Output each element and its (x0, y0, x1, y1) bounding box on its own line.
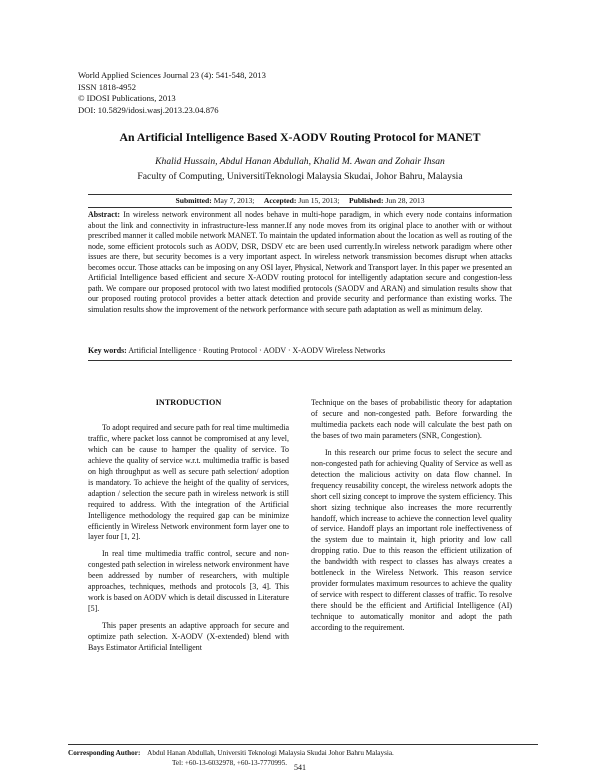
left-column (88, 398, 289, 660)
submitted-label: Submitted: (175, 196, 212, 205)
divider-top (88, 194, 512, 195)
right-column (311, 398, 512, 640)
left-paragraph-2: In real time multimedia traffic control, secure and non-congested path selection in wireless network environment have been addressed by number of researchers, with multiple approaches, techniques, methods and protocols [3, 4]. This work is based on AODV which is detail discussed in Literature [5]. (88, 549, 289, 614)
accepted-label: Accepted: (263, 196, 297, 205)
keywords-text: Artificial Intelligence · Routing Protocol · AODV · X-AODV Wireless Networks (128, 346, 386, 355)
left-paragraph-1: To adopt required and secure path for real time multimedia traffic, where packet loss cannot be compromised at any level, which can be cause to hamper the quality of service. To achieve the quality of service w.r.t. multimedia traffic is based on high throughput as well as secure path selection/ adoption is mandatory. To achieve the height of the quality of services, adaption / selection the secure path in wireless network is still required to address. With the integration of the Artificial Intelligence methodology the required gap can be minimize efficiently in Wireless Network environment form layer one to layer four [1, 2]. (88, 422, 290, 542)
divider-footer (68, 744, 538, 745)
journal-meta (78, 70, 266, 116)
page-number: 541 (294, 763, 306, 772)
journal-copyright: © IDOSI Publications, 2013 (78, 93, 176, 103)
corresponding-label: Corresponding Author: (68, 749, 141, 757)
divider-dates (88, 207, 512, 208)
keywords (88, 346, 512, 357)
journal-issn: ISSN 1818-4952 (78, 81, 137, 92)
corresponding-line1: Abdul Hanan Abdullah, Universiti Teknologi Malaysia Skudai Johor Bahru Malaysia. (147, 749, 394, 757)
paper-title: An Artificial Intelligence Based X-AODV Routing Protocol for MANET (119, 130, 481, 144)
published-date: Jun 28, 2013 (385, 196, 425, 205)
published-label: Published: (348, 196, 384, 205)
accepted-date: Jun 15, 2013; (298, 196, 340, 205)
journal-doi: DOI: 10.5829/idosi.wasj.2013.23.04.876 (78, 104, 219, 115)
submitted-date: May 7, 2013; (213, 196, 255, 205)
keywords-label: Key words: (88, 346, 127, 355)
journal-citation: World Applied Sciences Journal 23 (4): 541-548, 2013 (78, 70, 266, 80)
divider-keywords (88, 360, 512, 361)
abstract-text: In wireless network environment all nodes behave in multi-hope paradigm, in which every node contains information about the link and connectivity in infrastructure-less manner.If any node moves from its original place to another with or without prescribed manner it called mobile network MANET. To maintain the updated information about the location as well as routing of the node, some efficient protocols such as AODV, DSR, DSDV etc are been used currently.In wireless network paradigm where other issues are there, but security becomes is a very important aspect. In wireless network transmission becomes disrupt when attacks becomes occur. Those attacks can be imposing on any OSI layer, Physical, Network and Transport layer. In this paper we presented an Artificial Intelligence based efficient and secure X-AODV routing protocol for intelligently adaptation secure and congestion-less path. We compare our proposed protocol with two latest modified protocols (SAODV and ARAN) and simulation results show that our proposed routing protocol provides a better attack detection and provide security and performance than existing works. The simulation results show the improvement of the network performance with secure path adaptation as well as minimum delay. (88, 210, 512, 314)
abstract-label: Abstract: (88, 210, 120, 219)
paper-authors: Khalid Hussain, Abdul Hanan Abdullah, Khalid M. Awan and Zohair Ihsan (155, 156, 445, 167)
left-paragraph-3: This paper presents an adaptive approach for secure and optimize path selection. X-AODV (X-extended) blend with Bays Estimator Artificial Intelligent (88, 621, 289, 653)
intro-heading: INTRODUCTION (155, 398, 222, 407)
right-paragraph-1: Technique on the bases of probabilistic theory for adaptation of secure and non-congested path. Before forwarding the multimedia packets each node will calculate the best path on the bases of two main parameters (SNR, Congestion). (311, 398, 512, 440)
paper-affiliation: Faculty of Computing, UniversitiTeknologi Malaysia Skudai, Johor Bahru, Malaysia (137, 171, 463, 182)
abstract (88, 210, 512, 315)
dates-line (88, 196, 512, 205)
right-paragraph-2: In this research our prime focus to select the secure and non-congested path for achieving Quality of Service as well as detection the malicious activity on data flow channel. In frequency reusability concept, the wireless network adopts the short cell sizing concept to improve the system efficiency. This short sizing technique also increases the more recurrently handoff, which increase to achieve the connection level quality of service. Handoff plays an important role ineffectiveness of the system due to maintain it, high priority and low call dropping ratio. Due to this reason the efficient utilization of the bandwidth with respect to classes has always creates a bottleneck in the Wireless Network. This reason service provider formulates maximum resources to achieve the quality of service with respect to different classes of traffic. To resolve there should be the efficient and Artificial Intelligence (AI) technique to automatically monitor and adopt the path according to the requirement. (311, 447, 512, 633)
corresponding-line2: Tel: +60-13-6032978, +60-13-7770995. (172, 759, 288, 767)
